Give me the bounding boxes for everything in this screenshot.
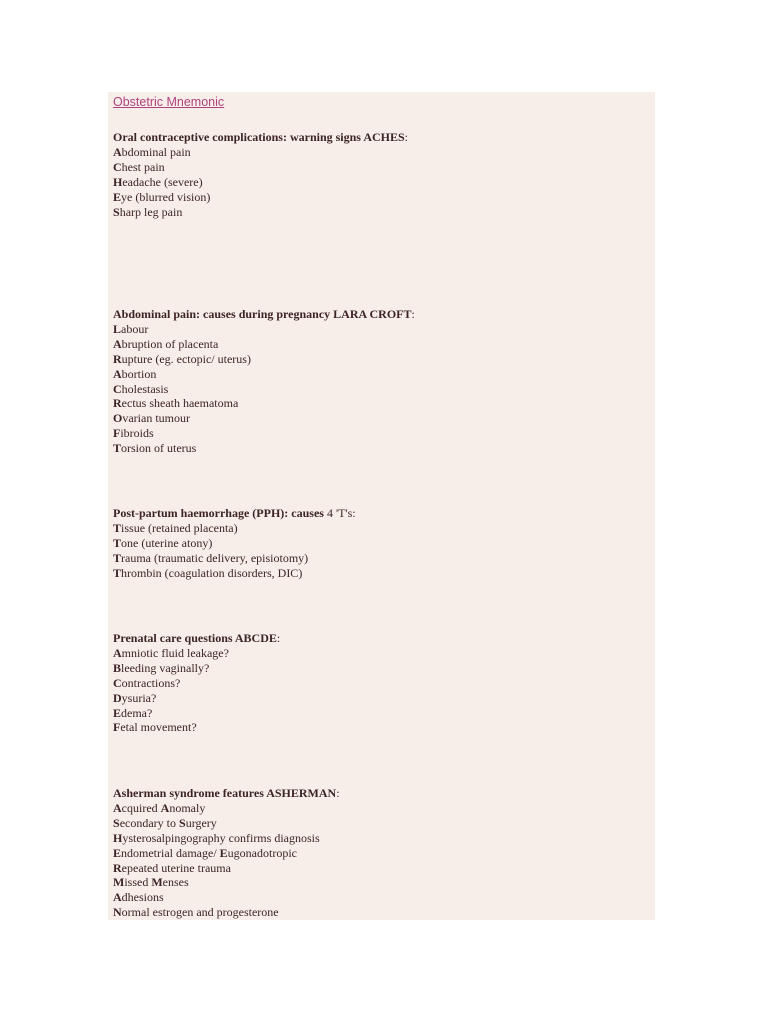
list-item: Labour (113, 321, 149, 336)
list-item: Abruption of placenta (113, 336, 219, 351)
list-item: Acquired Anomaly (113, 800, 206, 815)
section-title: Post-partum haemorrhage (PPH): causes 4 'T's: (113, 506, 356, 520)
list-item: Rectus sheath haematoma (113, 396, 239, 411)
section-prenatal-abcde (113, 631, 280, 735)
list-item: Rupture (eg. ectopic/ uterus) (113, 351, 251, 366)
section-aches (113, 130, 408, 219)
section-title: Asherman syndrome features ASHERMAN: (113, 786, 340, 800)
list-item: Fetal movement? (113, 720, 197, 735)
list-item: Edema? (113, 705, 153, 720)
list-item: Dysuria? (113, 690, 157, 705)
list-item: Cholestasis (113, 381, 169, 396)
obstetric-mnemonic-link[interactable]: Obstetric Mnemonic (113, 95, 225, 109)
list-item: Headache (severe) (113, 174, 203, 189)
list-item: Contractions? (113, 675, 181, 690)
section-pph-causes (113, 506, 356, 581)
list-item: Chest pain (113, 159, 165, 174)
list-item: Amniotic fluid leakage? (113, 645, 229, 660)
list-item: Eye (blurred vision) (113, 189, 211, 204)
section-title: Oral contraceptive complications: warning signs ACHES: (113, 130, 409, 144)
list-item: Normal estrogen and progesterone (113, 905, 279, 920)
list-item: Torsion of uterus (113, 441, 197, 456)
list-item: Tissue (retained placenta) (113, 520, 238, 535)
section-lara-croft (113, 307, 415, 456)
list-item: Adhesions (113, 890, 164, 905)
section-asherman (113, 786, 340, 920)
list-item: Endometrial damage/ Eugonadotropic (113, 845, 297, 860)
list-item: Bleeding vaginally? (113, 660, 210, 675)
section-title: Abdominal pain: causes during pregnancy LARA CROFT: (113, 307, 415, 321)
list-item: Secondary to Surgery (113, 815, 217, 830)
list-item: Abdominal pain (113, 144, 191, 159)
list-item: Thrombin (coagulation disorders, DIC) (113, 565, 303, 580)
list-item: Ovarian tumour (113, 411, 190, 426)
list-item: Sharp leg pain (113, 204, 183, 219)
list-item: Trauma (traumatic delivery, episiotomy) (113, 550, 309, 565)
list-item: Fibroids (113, 426, 154, 441)
list-item: Hysterosalpingography confirms diagnosis (113, 830, 320, 845)
list-item: Abortion (113, 366, 157, 381)
list-item: Missed Menses (113, 875, 189, 890)
section-title: Prenatal care questions ABCDE: (113, 631, 281, 645)
list-item: Tone (uterine atony) (113, 535, 213, 550)
list-item: Repeated uterine trauma (113, 860, 231, 875)
